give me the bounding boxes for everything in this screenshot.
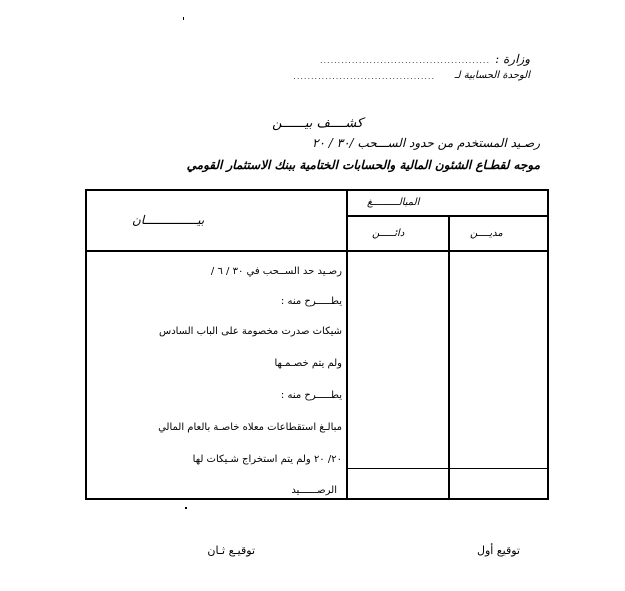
row-no-cheques: ٢٠/ ٢٠ ولم يتم استخراج شـيكات لها <box>192 454 342 465</box>
col-divider-main <box>346 191 348 498</box>
row-subtract-2: يطـــــرح منه : <box>280 390 342 401</box>
amounts-header-divider <box>346 215 547 217</box>
row-cheques-issued: شيكات صدرت مخصومة على الباب السادس <box>159 326 342 337</box>
page-subtitle: رصـيد المستخدم من حدود الســـحب /٣٠ / ٢٠ <box>312 136 540 150</box>
col-divider-amounts <box>448 215 450 498</box>
unit-label: الوحدة الحسابية لـ <box>454 70 530 81</box>
row-not-deducted: ولم يتم خصـمـها <box>274 358 342 369</box>
row-limit-balance: رصـيد حد الســحب في ٣٠ / ٦ / <box>210 266 342 277</box>
unit-dots: ........................................ <box>293 72 435 81</box>
statement-table <box>85 189 549 500</box>
stray-mark-bottom <box>185 507 187 509</box>
total-row-divider <box>346 468 547 469</box>
ministry-label: وزارة : <box>495 52 530 66</box>
debit-header: مديــــن <box>470 228 503 239</box>
credit-header: دائـــــن <box>372 228 405 239</box>
header-row-divider <box>87 250 547 252</box>
row-total: الرصــــــيد <box>291 485 337 496</box>
stray-mark <box>183 17 184 20</box>
signature-first: توقيع أول <box>476 544 520 557</box>
directed-to: موجه لقطـاع الشئون المالية والحسابات الختامية ببنك الاستثمار القومي <box>186 158 540 172</box>
page-title: كشــــف بيــــــن <box>272 116 363 131</box>
signature-second: توقيـع ثـان <box>207 544 255 557</box>
row-subtract-1: يطـــــرح منه : <box>280 296 342 307</box>
ministry-dots: ................................................ <box>319 56 490 65</box>
row-deductions: مبالـغ استقطاعات معلاه خاصـة بالعام المالي <box>158 422 342 433</box>
amounts-header: المبالـــــــــغ <box>367 197 420 208</box>
statement-header: بيـــــــــــــــان <box>132 213 205 227</box>
